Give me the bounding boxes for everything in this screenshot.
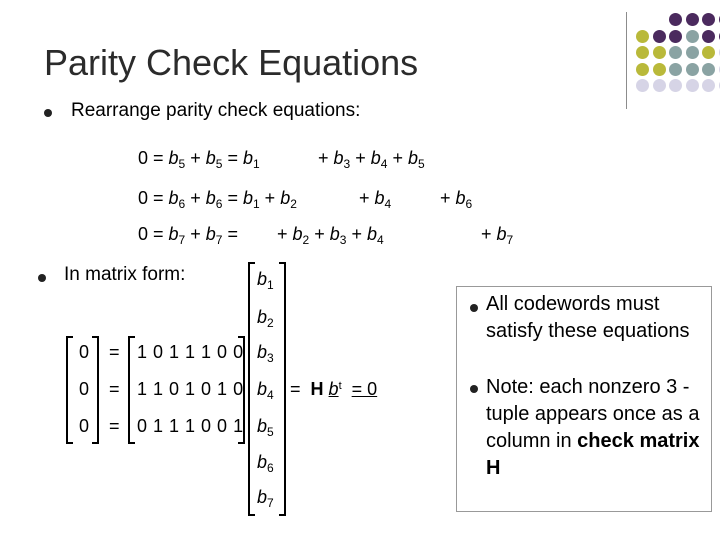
decorative-dot <box>636 63 649 76</box>
equation-2-mid: + $b_4$ <box>359 188 392 211</box>
bullet-rearrange: Rearrange parity check equations: <box>71 100 361 121</box>
decorative-dot <box>669 46 682 59</box>
h-row-3: 0 1 1 1 0 0 1 <box>137 416 244 436</box>
note-item-codewords: All codewords must satisfy these equations <box>486 293 690 342</box>
decorative-dot <box>686 13 699 26</box>
decorative-vertical-line <box>626 12 627 109</box>
decorative-dot <box>653 46 666 59</box>
zeros-left-bracket <box>66 336 73 444</box>
b-vector-left-bracket <box>248 262 255 516</box>
decorative-dot <box>653 30 666 43</box>
decorative-dot <box>686 79 699 92</box>
h-row-1: 1 0 1 1 1 0 0 <box>137 342 244 362</box>
decorative-dot <box>636 79 649 92</box>
b-vector-entry-2: $b_2$ <box>257 307 274 330</box>
decorative-dot <box>669 63 682 76</box>
bullet-matrix-form: In matrix form: <box>64 264 186 285</box>
bullet-dot <box>38 274 46 282</box>
equation-1-rest: + $b_3 + b_4 + b_5$ <box>318 148 425 171</box>
decorative-dot <box>686 46 699 59</box>
decorative-dot <box>702 63 715 76</box>
decorative-dot <box>686 63 699 76</box>
equation-1: $0 = b_5 + b_5 = b_1$ <box>138 148 260 171</box>
b-vector-right-bracket <box>279 262 286 516</box>
decorative-dot <box>669 79 682 92</box>
decorative-dot <box>669 30 682 43</box>
h-row-2: 1 1 0 1 0 1 0 <box>137 379 244 399</box>
zero-2: 0 <box>79 379 90 399</box>
product-expression: = H $b^t = 0$ <box>290 379 378 399</box>
equals-2: = <box>109 379 120 399</box>
b-vector-entry-3: $b_3$ <box>257 342 274 365</box>
b-vector-entry-5: $b_5$ <box>257 416 274 439</box>
bullet-dot <box>470 385 478 393</box>
bullet-dot <box>470 304 478 312</box>
b-vector-entry-1: $b_1$ <box>257 269 274 292</box>
note-item-nonzero: Note: each nonzero 3 -tuple appears once as a column in check matrix H <box>486 376 700 479</box>
decorative-dot <box>702 13 715 26</box>
zeros-right-bracket <box>92 336 99 444</box>
decorative-dot <box>702 46 715 59</box>
decorative-dot <box>702 30 715 43</box>
h-matrix-left-bracket <box>128 336 135 444</box>
decorative-dot <box>636 30 649 43</box>
decorative-dot <box>653 63 666 76</box>
equation-2: $0 = b_6 + b_6 = b_1 + b_2$ <box>138 188 297 211</box>
b-vector-entry-7: $b_7$ <box>257 487 274 510</box>
zero-3: 0 <box>79 416 90 436</box>
equation-3-right: + $b_7$ <box>481 224 514 247</box>
equation-3-mid: + $b_2 + b_3 + b_4$ <box>277 224 384 247</box>
equals-1: = <box>109 342 120 362</box>
zero-1: 0 <box>79 342 90 362</box>
slide-title: Parity Check Equations <box>44 42 419 83</box>
decorative-dot <box>636 46 649 59</box>
decorative-dot <box>702 79 715 92</box>
decorative-dot <box>669 13 682 26</box>
bullet-dot <box>44 109 52 117</box>
equation-2-right: + $b_6$ <box>440 188 473 211</box>
b-vector-entry-4: $b_4$ <box>257 379 274 402</box>
equation-3: $0 = b_7 + b_7$ = <box>138 224 238 247</box>
decorative-dot <box>686 30 699 43</box>
decorative-dot <box>653 79 666 92</box>
equals-3: = <box>109 416 120 436</box>
b-vector-entry-6: $b_6$ <box>257 452 274 475</box>
